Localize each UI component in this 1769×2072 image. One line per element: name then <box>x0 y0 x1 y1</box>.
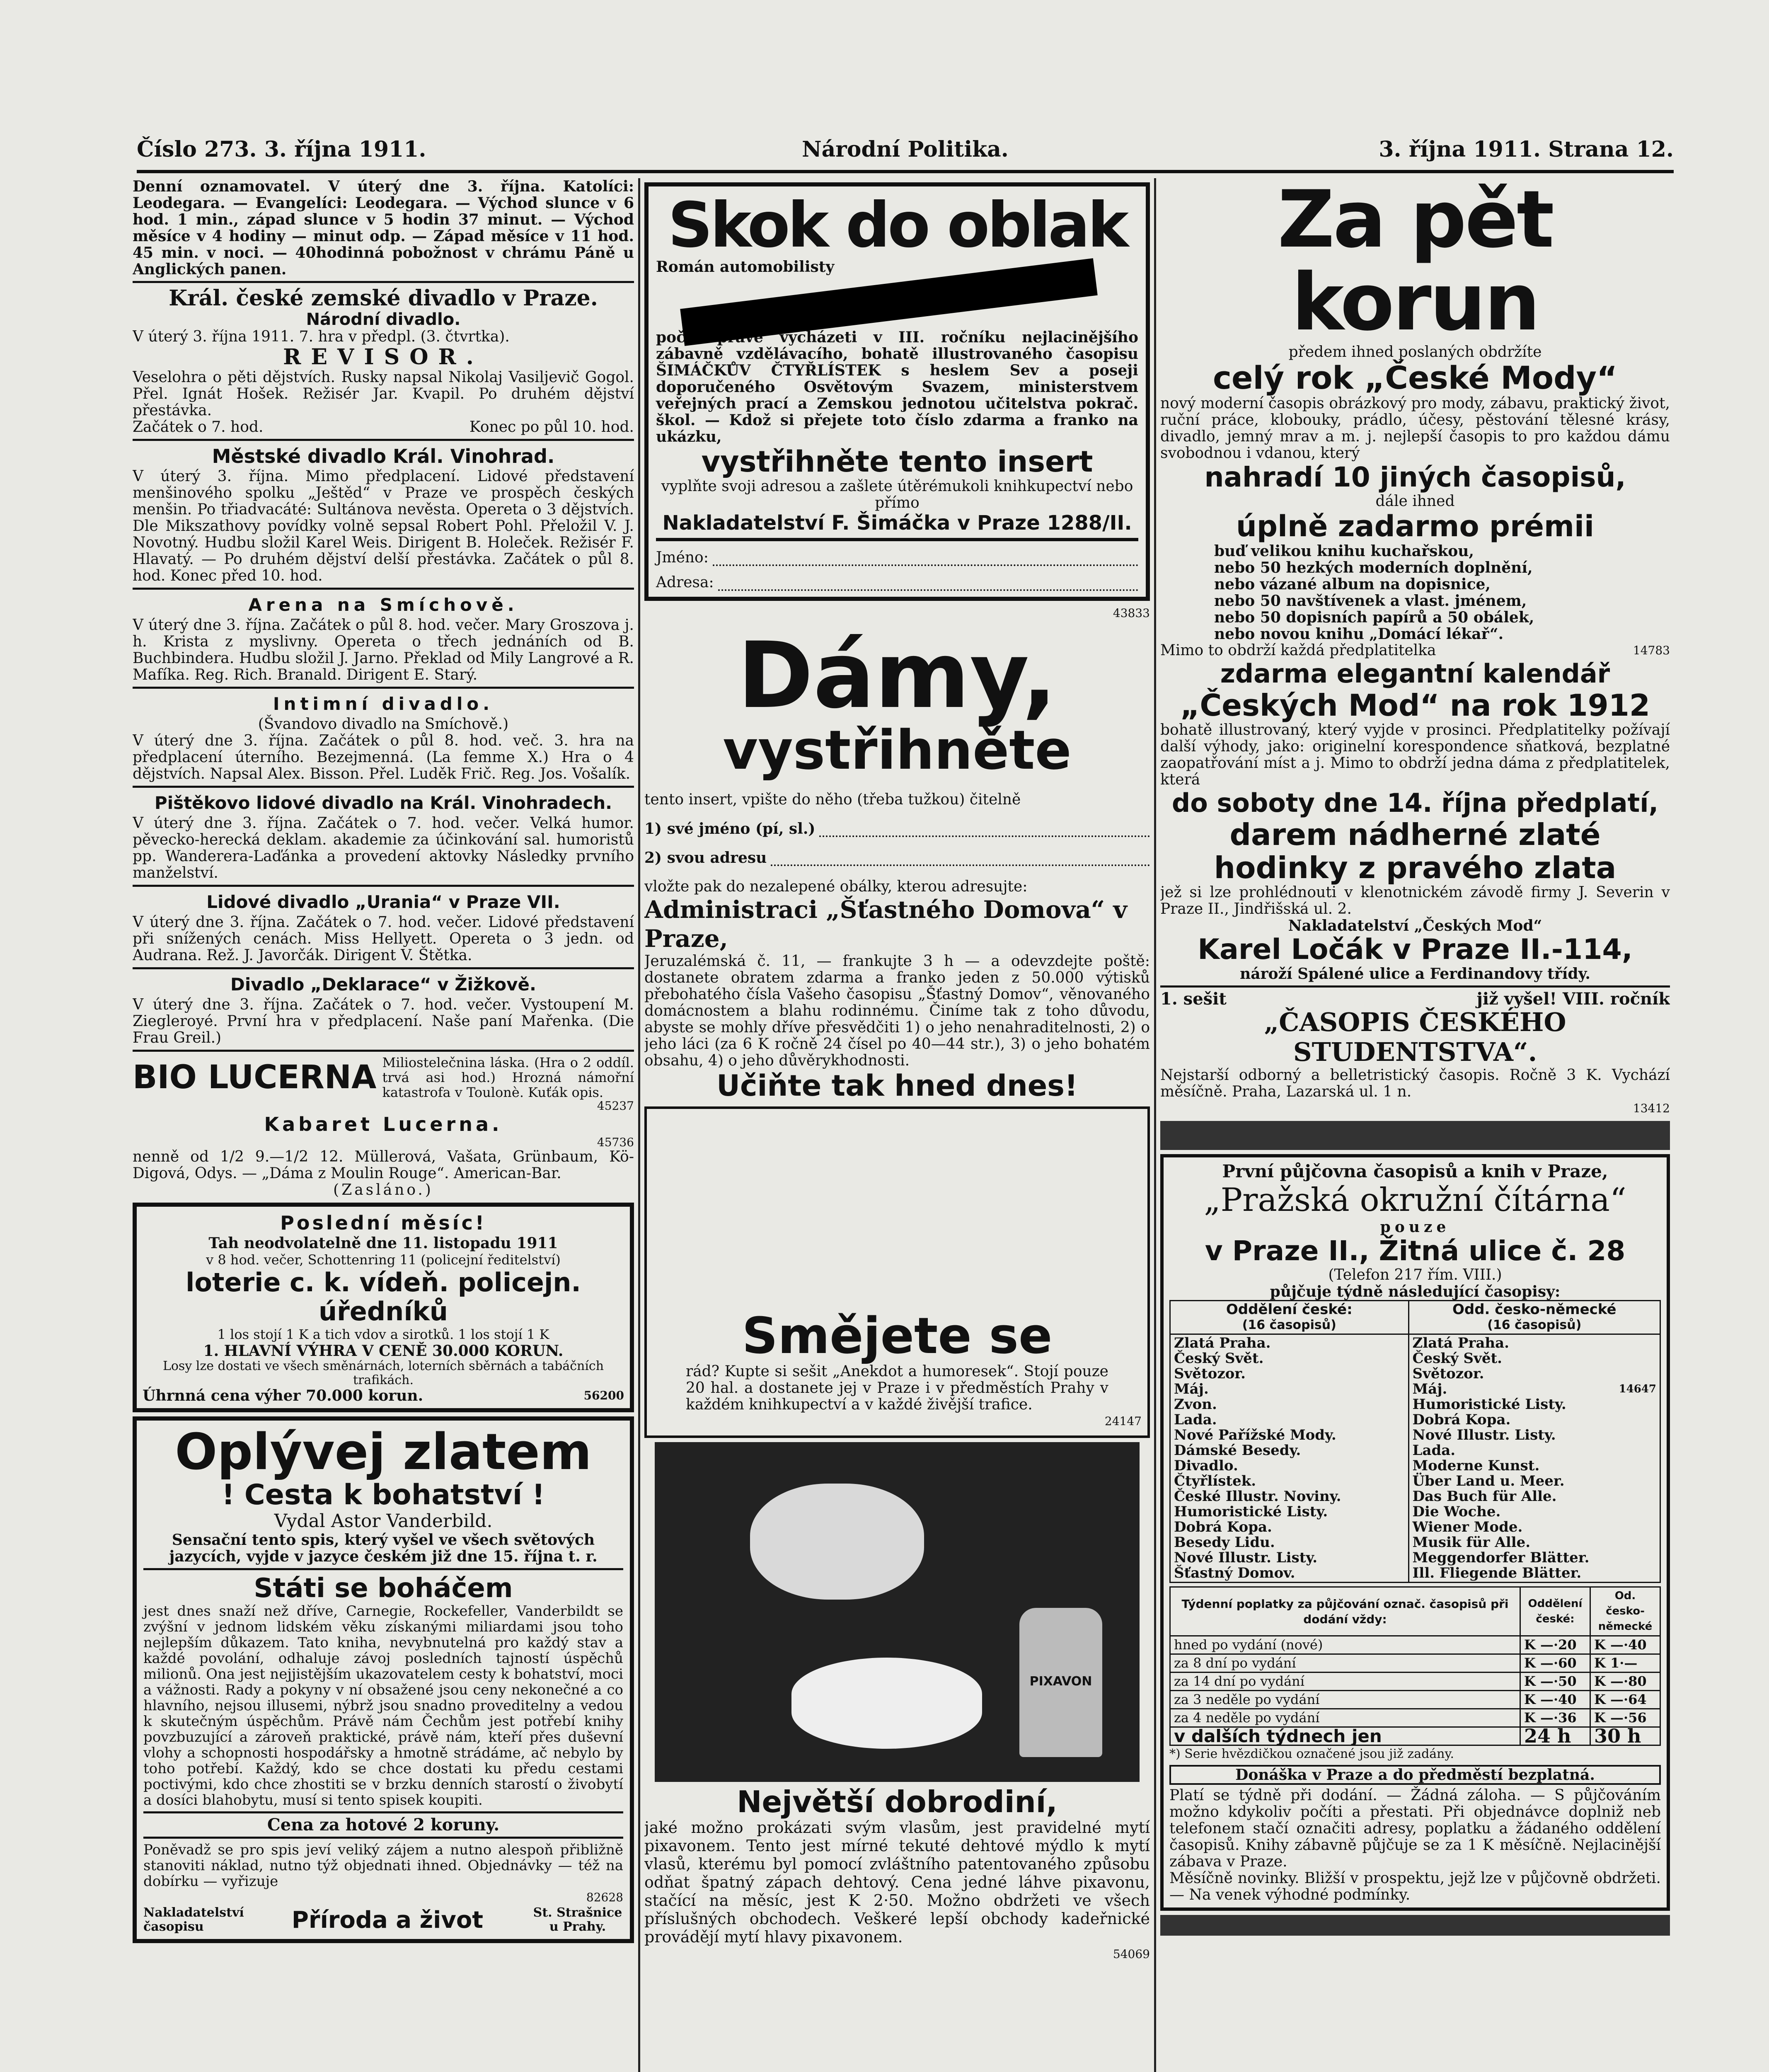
theatre-national-sub: Národní divadlo. <box>306 310 461 329</box>
smejte-code: 24147 <box>1104 1414 1142 1428</box>
sky-code: 43833 <box>1113 606 1150 620</box>
pixavon-text: jaké možno prokázati svým vlasům, jest pravidelné mytí pixavonem. Tento jest mírné tekuté dehtové mýdlo k mytí vlasů, kterému byl pomocí zvláštního patentovaného způsobu odňat špatný zápach dehtový. Cena jedné láhve pixavonu, stačící na měsíc, jest K 2·50. Možno obdržeti ve všech příslušných obchodech. Veškeré lepší obchody kadeřnické provádějí mytí hlavy pixavonem. <box>644 1818 1150 1946</box>
kal-big1: do soboty dne 14. října předplatí, <box>1171 788 1659 818</box>
theatre-vinohrady-text: V úterý 3. října. Mimo předplacení. Lidové představení menšinového spolku „Ještěd“ v Praze ve prospěch českých menšin. Po třiadvacáté: Sultánova nevěsta. Opereta o 3 dějstvích. Dle Mikszathovy povídky volně sepsal Robert Pohl. Přeložil V. J. Novotný. Hudbu složil Karel Weis. Dirigent B. Holeček. Režisér F. Hlavatý. — Po druhém dějství delší přestávka. Začátek o půl 8. hod. Konec před 10. hod. <box>133 468 634 584</box>
damy-text3: Jeruzalémská č. 11, — frankujte 3 h — a odevzdejte poště: dostanete obratem zdarma a franko jeden z 50.000 výtisků přebohatého čísla Vašeho časopisu „Šťastný Domov“, věnovaného domácnostem a blahu rodinnému. Činíme tak z toho důvodu, abyste se mohly dříve přesvědčiti 1) o jeho nenahraditelnosti, 2) o jeho láci (za 6 K ročně 24 čísel po 40—44 str.), 3) o jeho bohatém obsahu, 4) o jeho důvěrykhodnosti. <box>644 953 1150 1069</box>
column-rule <box>1154 178 1156 2072</box>
lottery-line4: 1. HLAVNÍ VÝHRA V CENĚ 30.000 KORUN. <box>203 1342 564 1360</box>
pixavon-code: 54069 <box>1113 1947 1150 1961</box>
kal-big2: darem nádherné zlaté hodinky z pravého zlata <box>1214 817 1617 885</box>
lottery-line3: 1 los stojí 1 K a tich vdov a sirotků. 1 los stojí 1 K <box>217 1326 549 1342</box>
damy-name-label: 1) své jméno (pí, sl.) <box>644 820 816 838</box>
bottle-shape <box>1019 1608 1102 1757</box>
ct-tel: (Telefon 217 řím. VIII.) <box>1328 1266 1502 1283</box>
kal-sub: „Českých Mod“ na rok 1912 <box>1180 688 1650 723</box>
table-row: za 4 neděle po vydání K —·36 K —·56 <box>1170 1709 1660 1727</box>
theatre-national-title: Král. české zemské divadlo v Praze. <box>169 286 598 311</box>
sky-fill: vyplňte svoji adresou a zašlete útěrémukoli knihkupectví nebo přímo <box>661 478 1133 511</box>
fee-delivery: Donáška v Praze a do předměstí bezplatná. <box>1169 1765 1661 1785</box>
smejte-text: rád? Kupte si sešit „Anekdot a humoresek“. Stojí pouze 20 hal. a dostanete jej v Praze i v předměstích Prahy v každém knihkupectví a v každé živější trafice. <box>686 1363 1108 1413</box>
header-title: Národní Politika. <box>802 137 1009 162</box>
column-ads-right <box>1160 178 1670 2072</box>
ct-col1-head: Oddělení české: (16 časopisů) <box>1170 1301 1409 1334</box>
ct-lend: půjčuje týdně následující časopisy: <box>1270 1283 1561 1300</box>
pet-code: 14783 <box>1633 644 1670 657</box>
pet-sub: předem ihned poslaných obdržíte <box>1288 344 1542 361</box>
kabaret-title: Kabaret Lucerna. <box>264 1113 503 1135</box>
stud-title: „ČASOPIS ČESKÉHO STUDENTSTVA“. <box>1264 1007 1566 1067</box>
page-header <box>137 137 1674 173</box>
citarna-ad <box>1160 1154 1670 1911</box>
theatre-national-end: Konec po půl 10. hod. <box>469 419 634 436</box>
table-row: za 3 neděle po vydání K —·40 K —·64 <box>1170 1691 1660 1709</box>
pet-then: dále ihned <box>1375 493 1455 510</box>
deklarace-text: V úterý dne 3. října. Začátek o 7. hod. večer. Vystoupení M. Ziegleroyé. První hra v předplacení. Naše paní Mařenka. (Die Frau Greil.) <box>133 996 634 1046</box>
ct-title1: První půjčovna časopisů a knih v Praze, <box>1222 1161 1608 1181</box>
pet-more: Mimo to obdrží každá předplatitelka <box>1160 642 1436 659</box>
pistek-title: Pištěkovo lidové divadlo na Král. Vinohradech. <box>154 793 612 813</box>
table-row: za 14 dní po vydání K —·50 K —·80 <box>1170 1673 1660 1691</box>
gold-ad <box>133 1416 634 1943</box>
header-issue: Číslo 273. 3. října 1911. <box>137 137 426 162</box>
urania-title: Lidové divadlo „Urania“ v Praze VII. <box>206 892 560 912</box>
intimate-text: V úterý dne 3. října. Začátek o půl 8. hod. več. 3. hra na předplacení úterního. Bezejmenná. (La femme X.) Hra o 4 dějstvích. Napsal Alex. Bisson. Přel. Luděk Frič. Reg. Jos. Vošalík. <box>133 732 634 782</box>
gold-pub1: Nakladatelství časopisu <box>143 1905 244 1934</box>
theatre-national-start: Začátek o 7. hod. <box>133 419 264 436</box>
sky-sub: Román automobilisty <box>656 258 835 276</box>
gold-text2: Poněvadž se pro spis jeví veliký zájem a nutno alespoň přibližně stanoviti náklad, nutno týž objednati ihned. Objednávky — též na dobírku — vyřizuje <box>143 1842 623 1890</box>
ct-list-cz: Zlatá Praha. Český Svět. Světozor. Máj. Zvon. Lada. Nové Pařížské Mody. Dámské Besedy. Divadlo. Čtyřlístek. České Illustr. Noviny. Humoristické Listy. Dobrá Kopa. Besedy Lidu. Nové Illustr. Listy. Šťastný Domov. <box>1170 1334 1409 1583</box>
pet-big2: úplně zadarmo prémii <box>1236 509 1594 543</box>
pet-item: nebo novou knihu „Domácí lékař“. <box>1214 625 1504 643</box>
damy-admin: Administraci „Šťastného Domova“ v Praze, <box>644 896 1128 953</box>
ct-title2: „Pražská okružní čítárna“ <box>1204 1181 1626 1219</box>
gold-pub2: Příroda a život <box>291 1906 484 1934</box>
gold-title: Oplývej zlatem <box>175 1423 592 1481</box>
kabaret-text: nenně od 1/2 9.—1/2 12. Müllerová, Vašata, Grünbaum, Kö-Digová, Odys. — „Dáma z Moulin Rouge“. American-Bar. <box>133 1148 634 1182</box>
pet-item: nebo vázané album na dopisnice, <box>1214 576 1491 593</box>
fee-note: *) Serie hvězdičkou označené jsou již zadány. <box>1169 1747 1454 1761</box>
deklarace-title: Divadlo „Deklarace“ v Žižkově. <box>230 974 536 995</box>
pet-item: nebo 50 hezkých moderních doplnění, <box>1214 559 1533 576</box>
column-rule <box>638 178 640 2072</box>
damy-text1: tento insert, vpište do něho (třeba tužkou) čitelně <box>644 791 1021 808</box>
bowl-shape <box>791 1658 982 1749</box>
ct-list-de: Zlatá Praha. Český Svět. Světozor. Máj. 14647 Humoristické Listy. Dobrá Kopa. Nové Illustr. Listy. Lada. Moderne Kunst. Über Land u. Meer. Das Buch für Alle. Die Woche. Wiener Mode. Musik für Alle. Meggendorfer Blätter. Ill. Fliegende Blätter. <box>1408 1334 1660 1583</box>
column-theatre <box>133 178 634 2072</box>
urania-text: V úterý dne 3. října. Začátek o 7. hod. večer. Lidové představení při snížených cenách. Miss Hellyett. Opereta o 3 jedn. od Audrana. Rež. J. Javorčák. Dirigent V. Štětka. <box>133 914 634 964</box>
daily-announcement: Denní oznamovatel. V úterý dne 3. října. Katolíci: Leodegara. — Evangelíci: Leodegara. — Východ slunce v 6 hod. 1 min., západ slunce v 5 hodin 37 minut. — Východ měsíce v 4 hodiny — minut odp. — Západ měsíce v 11 hod. 45 min. v noci. — 40hodinná pobožnost v chrámu Páně u Anglických panen. <box>133 178 634 278</box>
pixavon-illustration <box>655 1442 1140 1782</box>
theatre-national-play: REVISOR. <box>283 344 484 370</box>
gold-by: Vydal Astor Vanderbild. <box>274 1510 493 1532</box>
stud-pre: 1. sešit <box>1160 989 1227 1009</box>
intimate-sub: (Švandovo divadlo na Smíchově.) <box>258 716 509 733</box>
pet-year: celý rok „České Mody“ <box>1212 359 1618 396</box>
lottery-code: 56200 <box>583 1389 624 1402</box>
fee-table <box>1169 1586 1661 1746</box>
damy-text2: vložte pak do nezalepené obálky, kterou adresujte: <box>644 878 1028 895</box>
header-page: 3. října 1911. Strana 12. <box>1379 137 1674 162</box>
ct-text: Platí se týdně při dodání. — Žádná záloha. — S půjčováním možno kdykoliv počíti a přestati. Při objednávce doplniž neb telefonem stačí označiti adresy, poplatku a žádaného oddělení časopisů. Knihy zábavně půjčuje se za 1 K měsíčně. Nejlacinější zábava v Praze. <box>1169 1787 1661 1870</box>
smejte-title: Smějete se <box>742 1307 1053 1365</box>
sky-cut: vystřihněte tento insert <box>701 445 1093 479</box>
sky-ad <box>644 182 1150 601</box>
pet-item: nebo 50 dopisních papírů a 50 obálek, <box>1214 609 1534 626</box>
lottery-line5: Losy lze dostati ve všech směnárnách, loterních sběrnách a tabáčních trafikách. <box>162 1359 604 1387</box>
ct-list-table <box>1169 1300 1661 1583</box>
intimate-title: Intimní divadlo. <box>273 694 494 714</box>
stud-pre2: již vyšel! VIII. ročník <box>1476 989 1670 1009</box>
gold-sensation: Sensační tento spis, který vyšel ve všech světových jazycích, vyjde v jazyce českém již dne 15. října t. r. <box>169 1531 598 1565</box>
bio-code: 45237 <box>597 1099 634 1113</box>
shaded-band-bottom <box>1160 1915 1670 1936</box>
lottery-title: Poslední měsíc! <box>280 1212 486 1234</box>
damy-ad <box>644 622 1150 1103</box>
sky-pub: Nakladatelství F. Šimáčka v Praze 1288/II. <box>662 511 1132 535</box>
bottle-label: PIXAVON <box>1029 1674 1092 1689</box>
pet-item: nebo 50 navštívenek a vlast. jménem, <box>1214 592 1527 610</box>
gold-text: jest dnes snaží než dříve, Carnegie, Rockefeller, Vanderbildt se zvýšní v jednom lidském věku získanými miliardami jsou toho nejlepším důkazem. Tato kniha, nevybnutelná pro každý stav a každé povolání, odhaluje závoj posledních tajností úspěchů milionů. Ona jest nejjistějším ukazovatelem cesty k bohatství, moci a vážnosti. Rady a pokyny v ní obsažené jsou ceny nekonečné a co hlavního, nejsou illusemi, nýbrž jsou snadno proveditelny a vedou k skutečným úspěchům. Právě nám Čechům jest potřebí knihy povzbuzující a zároveň praktické, právě nám, kteří přes duševní vlohy a schopnosti hospodářsky a hmotně strádáme, ač nebylo by toho potřebí. Každý, kdo se chce dostati ku předu cestami poctivými, kdo chce zhostiti se v brzku denních starostí o živobytí a dosíci blahobytu, musí si tento spisek koupiti. <box>143 1603 623 1808</box>
arena-text: V úterý dne 3. října. Začátek o půl 8. hod. večer. Mary Groszova j. h. Krista z myslivny. Opereta o třech jednáních od B. Buchbindera. Hudbu složil J. Jarno. Překlad od Mily Langrové a R. Mafíka. Reg. Rich. Branald. Dirigent E. Starý. <box>133 617 634 683</box>
table-row: hned po vydání (nové) K —·20 K —·40 <box>1170 1636 1660 1654</box>
shaded-band <box>1160 1121 1670 1150</box>
pistek-text: V úterý dne 3. října. Začátek o 7. hod. večer. Velká humor. pěvecko-herecká deklam. akademie za účinkování sal. humoristů pp. Wanderera-Laďánka a provedení aktovky Následky prvního manželství. <box>133 815 634 881</box>
damy-address-label: 2) svou adresu <box>644 849 767 867</box>
kal-text: bohatě illustrovaný, který vyjde v prosinci. Předplatitelky požívají další výhody, jako: originelní korespondence sňatková, bezplatné zaopatřování míst a j. Mimo to obdrží jedna dáma z předplatitelek, která <box>1160 721 1670 788</box>
sky-address-field[interactable] <box>656 574 1138 591</box>
fee-head: Týdenní poplatky za půjčování označ. časopisů při dodání vždy: <box>1170 1587 1520 1636</box>
sky-text: počal právě vycházeti v III. ročníku nejlacinějšího zábavně vzdělávacího, bohatě illustrovaného časopisu ŠIMÁČKŮV ČTYŘLÍSTEK s heslem Sev a poseji doporučeného Osvětovým Svazem, ministerstvem veřejných prací a Zemskou jednotou učitelstva pokrač. škol. — Kdož si přejete toto číslo zdarma a franko na ukázku, <box>656 329 1138 445</box>
bio-lucerna-text: Miliostelečnina láska. (Hra o 2 oddíl. trvá asi hod.) Hrozná námořní katastrofa v Toulonè. Kuťák opis. <box>382 1055 634 1100</box>
column-ads-middle <box>644 178 1150 2072</box>
theatre-vinohrady-title: Městské divadlo Král. Vinohrad. <box>212 445 555 467</box>
damy-title: Dámy, <box>737 622 1057 729</box>
sky-address-label: Adresa: <box>656 574 714 591</box>
kal-name: Karel Ločák v Praze II.-114, <box>1198 933 1633 966</box>
lottery-big: loterie c. k. vídeň. policejn. úředníků <box>186 1267 581 1326</box>
stud-text: Nejstarší odborný a belletristický časopis. Ročně 3 K. Vychází měsíčně. Praha, Lazarská ul. 1 n. <box>1160 1067 1670 1100</box>
sky-name-field[interactable] <box>656 549 1138 566</box>
theatre-national-line: V úterý 3. října 1911. 7. hra v předpl. (3. čtvrtka). <box>133 328 510 345</box>
table-row: v dalších týdnech jen 24 h 30 h <box>1170 1727 1660 1745</box>
zaslano-label: (Zasláno.) <box>333 1181 433 1198</box>
table-row: za 8 dní po vydání K —·60 K 1·— <box>1170 1654 1660 1673</box>
theatre-national-text: Veselohra o pěti dějstvích. Rusky napsal Nikolaj Vasiljevič Gogol. Přel. Ignát Hošek. Režisér Jar. Kvapil. Po druhém dějství přestávka. <box>133 369 634 419</box>
pet-items <box>1160 543 1670 642</box>
pet-item: buď velikou knihu kuchařskou, <box>1214 542 1474 560</box>
smejte-ad <box>644 1106 1150 1438</box>
foam-shape <box>750 1484 924 1600</box>
lottery-line6: Úhrnná cena výher 70.000 korun. <box>143 1387 423 1404</box>
ct-addr: v Praze II., Žitná ulice č. 28 <box>1205 1235 1626 1267</box>
kal-pub: Nakladatelství „Českých Mod“ <box>1288 917 1542 934</box>
sky-name-label: Jméno: <box>656 549 709 566</box>
lottery-line2: v 8 hod. večer, Schottenring 11 (policejní ředitelství) <box>206 1252 561 1268</box>
damy-cta: Učiňte tak hned dnes! <box>716 1069 1078 1103</box>
pet-title: Za pět korun <box>1278 178 1553 348</box>
bio-lucerna-logo: BIO LUCERNA <box>133 1059 377 1096</box>
gold-code: 82628 <box>586 1890 623 1904</box>
lottery-line1: Tah neodvolatelně dne 11. listopadu 1911 <box>208 1234 558 1252</box>
ct-text2: Měsíčně novinky. Bližší v prospektu, jejž lze v půjčovně obdržeti. — Na venek výhodné podmínky. <box>1169 1870 1661 1903</box>
kal-addr: nároží Spálené ulice a Ferdinandovy třídy. <box>1240 965 1590 983</box>
damy-address-field[interactable] <box>644 850 1150 866</box>
gold-heading2: Státi se boháčem <box>254 1573 513 1604</box>
kal-title: zdarma elegantní kalendář <box>1220 658 1610 689</box>
damy-sub: vystřihněte <box>723 719 1072 782</box>
ct-col2-head: Odd. česko-německé (16 časopisů) <box>1408 1301 1660 1334</box>
ct-list-code: 14647 <box>1619 1383 1656 1395</box>
damy-name-field[interactable] <box>644 821 1150 837</box>
fee-col-cz: Oddělení české: <box>1520 1587 1590 1636</box>
pet-text: nový moderní časopis obrázkový pro mody, zábavu, praktický život, ruční práce, klobouky, prádlo, účesy, pěstování tělesné krásy, divadlo, jemný mrav a m. j. nejlepší časopis to pro každou dámu svobodnou i vdanou, který <box>1160 395 1670 462</box>
gold-sub: ! Cesta k bohatství ! <box>222 1479 545 1511</box>
lottery-ad <box>133 1203 634 1412</box>
gold-pub3: St. Strašnice u Prahy. <box>533 1905 622 1934</box>
pixavon-title: Největší dobrodiní, <box>737 1784 1058 1819</box>
sky-title: Skok do oblak <box>668 189 1127 261</box>
arena-title: Arena na Smíchově. <box>248 595 518 615</box>
kabaret-code: 45736 <box>597 1135 634 1149</box>
pet-big1: nahradí 10 jiných časopisů, <box>1204 461 1626 493</box>
ct-only: pouze <box>1380 1218 1450 1236</box>
stud-code: 13412 <box>1633 1101 1670 1115</box>
kal-text2: jež si lze prohlédnouti v klenotnickém závodě firmy J. Severin v Praze II., Jindřišská ul. 2. <box>1160 884 1670 917</box>
fee-col-de: Od. česko-německé <box>1590 1587 1660 1636</box>
gold-price: Cena za hotové 2 koruny. <box>267 1815 500 1835</box>
